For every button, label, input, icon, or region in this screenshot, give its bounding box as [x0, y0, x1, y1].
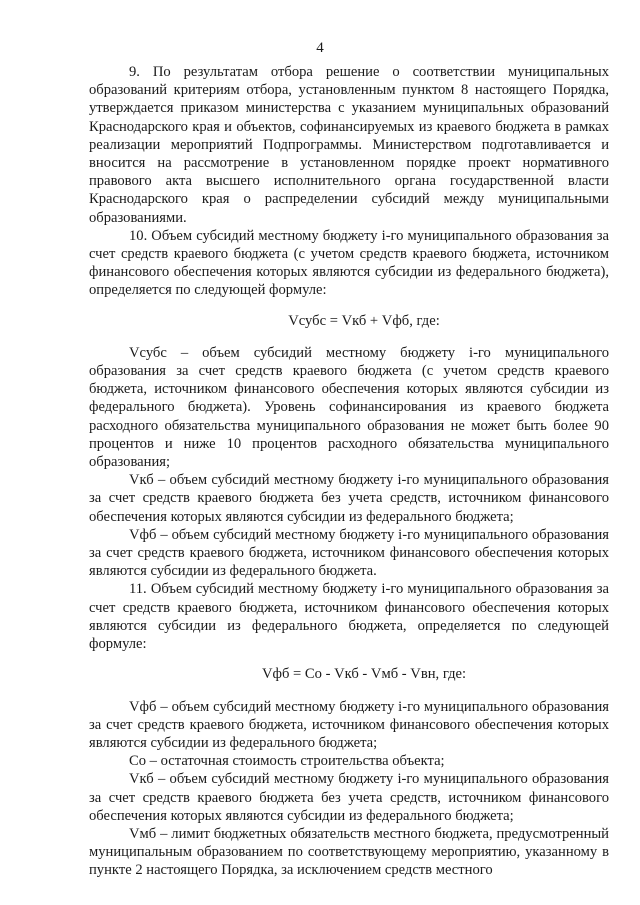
- definition-vmb: Vмб – лимит бюджетных обязательств местного бюджета, предусмотренный муниципальным образованием по соответствующему мероприятию, указанному в пункте 2 настоящего Порядка, за исключением средств местного: [89, 825, 609, 879]
- definition-vkb: Vкб – объем субсидий местному бюджету i-го муниципального образования за счет средств краевого бюджета без учета средств, источником финансового обеспечения которых являются субсидии из федерального бюджета;: [89, 472, 609, 525]
- definition-vsubs: Vсубс – объем субсидий местному бюджету i-го муниципального образования за счет средств краевого бюджета (с учетом средств краевого бюджета, источником финансового обеспечения которых являются субсидии из федерального бюджета). Уровень софинансирования из краевого бюджета расходного обязательства муниципального образования не может быть более 90 процентов и ниже 10 процентов расходного обязательства муниципального образования;: [89, 344, 609, 471]
- definition-vkb-2: Vкб – объем субсидий местному бюджету i-го муниципального образования за счет средств краевого бюджета без учета средств, источником финансового обеспечения которых являются субсидии из федерального бюджета;: [89, 771, 609, 824]
- paragraph-9: 9. По результатам отбора решение о соответствии муниципальных образований критериям отбора, установленным пунктом 8 настоящего Порядка, утверждается приказом министерства с указанием муниципальных образований Краснодарского края и объектов, софинансируемых из краевого бюджета в рамках реализации мероприятий Подпрограммы. Министерством подготавливается и вносится на рассмотрение в установленном порядке проект нормативного правового акта высшего исполнительного органа государственной власти Краснодарского края о распределении субсидий между муниципальными образованиями.: [89, 64, 609, 226]
- formula-vsubs: Vсубс = Vкб + Vфб, где:: [288, 312, 440, 329]
- definition-vfb: Vфб – объем субсидий местному бюджету i-го муниципального образования за счет средств краевого бюджета, источником финансового обеспечения которых являются субсидии из федерального бюджета.: [89, 526, 609, 580]
- definition-co: Со – остаточная стоимость строительства объекта;: [129, 753, 445, 770]
- document-body: [89, 63, 609, 880]
- formula-vfb: Vфб = Со - Vкб - Vмб - Vвн, где:: [261, 666, 467, 683]
- definition-vfb-2: Vфб – объем субсидий местному бюджету i-го муниципального образования за счет средств краевого бюджета, источником финансового обеспечения которых являются субсидии из федерального бюджета;: [89, 698, 609, 751]
- paragraph-10: 10. Объем субсидий местному бюджету i-го муниципального образования за счет средств краевого бюджета (с учетом средств краевого бюджета, источником финансового обеспечения которых являются субсидии из федерального бюджета), определяется по следующей формуле:: [89, 227, 609, 299]
- page-number: 4: [316, 40, 324, 56]
- paragraph-11: 11. Объем субсидий местному бюджету i-го муниципального образования за счет средств краевого бюджета, источником финансового обеспечения которых являются субсидии из федерального бюджета, определяется по следующей формуле:: [89, 581, 609, 653]
